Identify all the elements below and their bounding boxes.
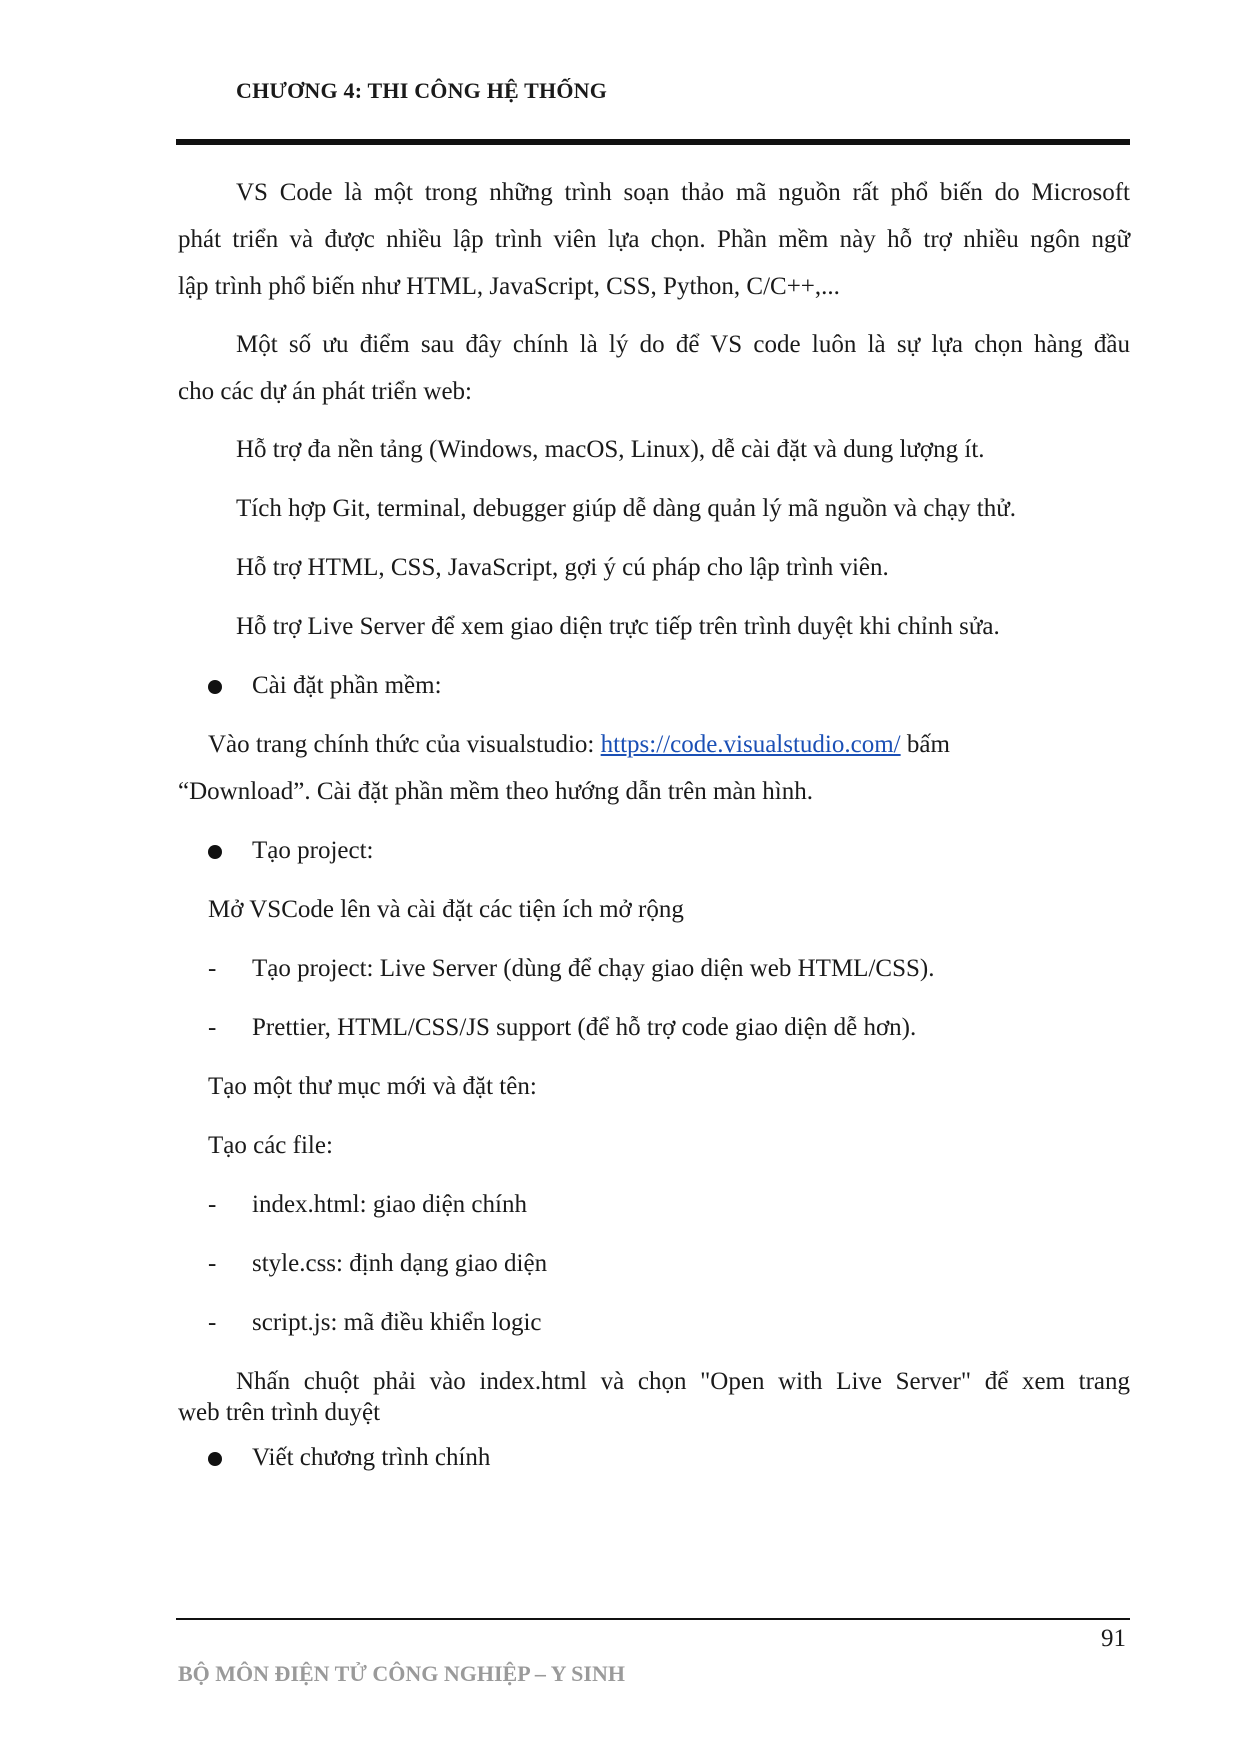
install-line-2: “Download”. Cài đặt phần mềm theo hướng dẫn trên màn hình. bbox=[178, 778, 813, 805]
dash-marker: - bbox=[208, 1250, 217, 1277]
dash-marker: - bbox=[208, 1309, 217, 1336]
folder-line: Tạo một thư mục mới và đặt tên: bbox=[208, 1073, 537, 1100]
bullet-icon bbox=[208, 1452, 222, 1466]
extension-item: Prettier, HTML/CSS/JS support (để hỗ trợ code giao diện dễ hơn). bbox=[252, 1014, 917, 1041]
dash-marker: - bbox=[208, 1191, 217, 1218]
install-heading: Cài đặt phần mềm: bbox=[252, 672, 442, 699]
install-line-1 bbox=[208, 730, 950, 760]
chapter-header: CHƯƠNG 4: THI CÔNG HỆ THỐNG bbox=[236, 78, 608, 103]
intro-line-3: lập trình phổ biến như HTML, JavaScript, CSS, Python, C/C++,... bbox=[178, 273, 840, 300]
open-line-2: web trên trình duyệt bbox=[178, 1399, 381, 1426]
advantage-item: Tích hợp Git, terminal, debugger giúp dễ dàng quản lý mã nguồn và chạy thử. bbox=[236, 495, 1017, 522]
header-divider bbox=[176, 139, 1130, 145]
advantage-item: Hỗ trợ đa nền tảng (Windows, macOS, Linux), dễ cài đặt và dung lượng ít. bbox=[236, 436, 985, 463]
install-line-1-suffix: bấm bbox=[900, 731, 950, 758]
dash-marker: - bbox=[208, 1014, 217, 1041]
bullet-icon bbox=[208, 845, 222, 859]
bullet-icon bbox=[208, 680, 222, 694]
dash-marker: - bbox=[208, 955, 217, 982]
page-number: 91 bbox=[1101, 1625, 1126, 1652]
file-item: index.html: giao diện chính bbox=[252, 1191, 527, 1218]
advantage-item: Hỗ trợ HTML, CSS, JavaScript, gợi ý cú pháp cho lập trình viên. bbox=[236, 554, 889, 581]
project-heading: Tạo project: bbox=[252, 837, 374, 864]
department-footer: BỘ MÔN ĐIỆN TỬ CÔNG NGHIỆP – Y SINH bbox=[178, 1661, 625, 1686]
intro-line-2: phát triển và được nhiều lập trình viên lựa chọn. Phần mềm này hỗ trợ nhiều ngôn ngữ bbox=[178, 226, 1130, 253]
file-item: style.css: định dạng giao diện bbox=[252, 1250, 548, 1277]
files-intro: Tạo các file: bbox=[208, 1132, 333, 1159]
install-line-1-prefix: Vào trang chính thức của visualstudio: bbox=[208, 731, 601, 758]
file-item: script.js: mã điều khiển logic bbox=[252, 1309, 542, 1336]
visualstudio-link[interactable]: https://code.visualstudio.com/ bbox=[600, 731, 901, 758]
advantages-line-2: cho các dự án phát triển web: bbox=[178, 378, 472, 405]
open-line-1: Nhấn chuột phải vào index.html và chọn "Open with Live Server" để xem trang bbox=[236, 1368, 1130, 1395]
footer-divider bbox=[176, 1618, 1130, 1620]
advantages-line-1: Một số ưu điểm sau đây chính là lý do để VS code luôn là sự lựa chọn hàng đầu bbox=[236, 331, 1130, 358]
extension-item: Tạo project: Live Server (dùng để chạy giao diện web HTML/CSS). bbox=[252, 955, 935, 982]
advantage-item: Hỗ trợ Live Server để xem giao diện trực tiếp trên trình duyệt khi chỉnh sửa. bbox=[236, 613, 1000, 640]
project-intro: Mở VSCode lên và cài đặt các tiện ích mở rộng bbox=[208, 896, 684, 923]
intro-line-1: VS Code là một trong những trình soạn thảo mã nguồn rất phổ biến do Microsoft bbox=[236, 179, 1130, 206]
main-heading: Viết chương trình chính bbox=[252, 1444, 491, 1471]
